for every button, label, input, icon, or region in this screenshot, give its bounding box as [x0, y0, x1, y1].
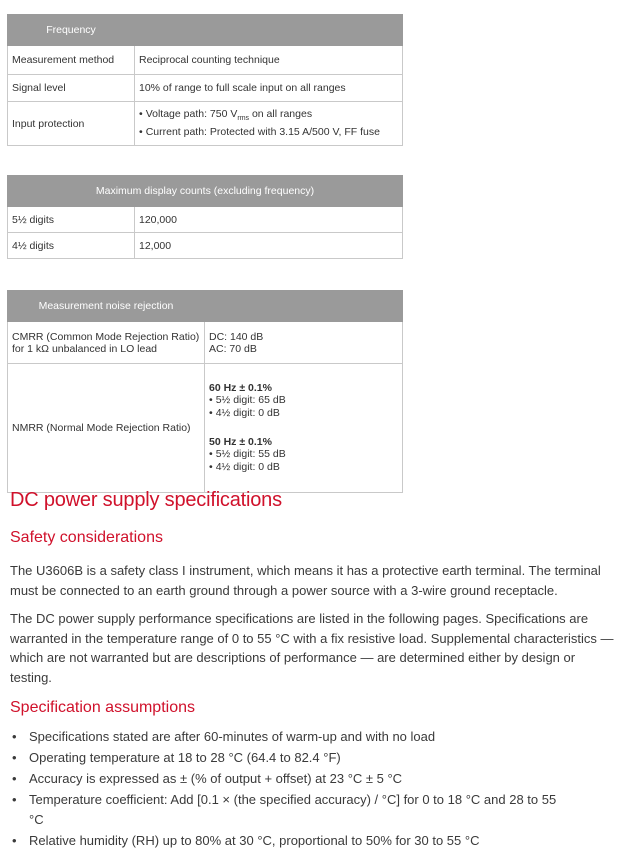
row-label-5-half-digits: 5½ digits	[8, 207, 135, 233]
cmrr-label: CMRR (Common Mode Rejection Ratio) for 1 kΩ unbalanced in LO lead	[8, 322, 205, 364]
nmrr-50hz-title: 50 Hz ± 0.1%	[209, 436, 272, 448]
noise-rejection-table	[7, 290, 403, 493]
frequency-table-header-empty	[135, 15, 403, 46]
row-value-4-half-digits: 12,000	[135, 233, 403, 259]
nmrr-60hz-title: 60 Hz ± 0.1%	[209, 382, 272, 394]
nmrr-value	[205, 364, 403, 493]
display-counts-header: Maximum display counts (excluding frequency)	[8, 176, 403, 207]
assumptions-list	[10, 727, 610, 852]
display-counts-table	[7, 175, 403, 259]
nmrr-60hz-list: • 5½ digit: 65 dB • 4½ digit: 0 dB	[209, 394, 398, 420]
list-item: • Specifications stated are after 60-minutes of warm-up and with no load	[12, 729, 436, 744]
nmrr-label: NMRR (Normal Mode Rejection Ratio)	[8, 364, 205, 493]
noise-rejection-header-empty	[205, 291, 403, 322]
row-label-input-protection: Input protection	[8, 102, 135, 146]
nmrr-50hz-list: • 5½ digit: 55 dB • 4½ digit: 0 dB	[209, 448, 398, 474]
noise-rejection-header: Measurement noise rejection	[8, 291, 205, 322]
frequency-table-header: Frequency	[8, 15, 135, 46]
assumptions-heading: Specification assumptions	[10, 699, 195, 716]
current-path-item: • Current path: Protected with 3.15 A/500 V, FF fuse	[139, 126, 398, 139]
voltage-path-item: • Voltage path: 750 $V_{rms}$ on all ranges	[139, 108, 398, 125]
list-item: • Operating temperature at 18 to 28 °C (64.4 to 82.4 °F)	[12, 750, 341, 765]
row-value-measurement-method: Reciprocal counting technique	[135, 46, 403, 75]
row-label-signal-level: Signal level	[8, 75, 135, 102]
cmrr-value: DC: 140 dB AC: 70 dB	[205, 322, 403, 364]
section-title: DC power supply specifications	[10, 489, 282, 511]
list-item: • Temperature coefficient: Add [0.1 × (the specified accuracy) / °C] for 0 to 18 °C and 28 to 55 °C	[12, 792, 557, 827]
safety-paragraph-2: The DC power supply performance specifications are listed in the following pages. Specifications are warranted in the temperature range of 0 to 55 °C with a fix resistive load. Supplemental characteristics — which are not warranted but are descriptions of performance — are determined either by design or testing.	[10, 611, 614, 685]
row-value-5-half-digits: 120,000	[135, 207, 403, 233]
list-item: • Accuracy is expressed as ± (% of output + offset) at 23 °C ± 5 °C	[12, 771, 403, 786]
row-value-signal-level: 10% of range to full scale input on all ranges	[135, 75, 403, 102]
safety-heading: Safety considerations	[10, 529, 163, 546]
row-value-input-protection	[135, 102, 403, 146]
list-item: • Relative humidity (RH) up to 80% at 30 °C, proportional to 50% for 30 to 55 °C	[12, 832, 480, 848]
safety-paragraph-1: The U3606B is a safety class I instrument, which means it has a protective earth terminal. The terminal must be connected to an earth ground through a power source with a 3-wire ground receptacle.	[10, 563, 601, 598]
row-label-measurement-method: Measurement method	[8, 46, 135, 75]
row-label-4-half-digits: 4½ digits	[8, 233, 135, 259]
frequency-table	[7, 14, 403, 146]
